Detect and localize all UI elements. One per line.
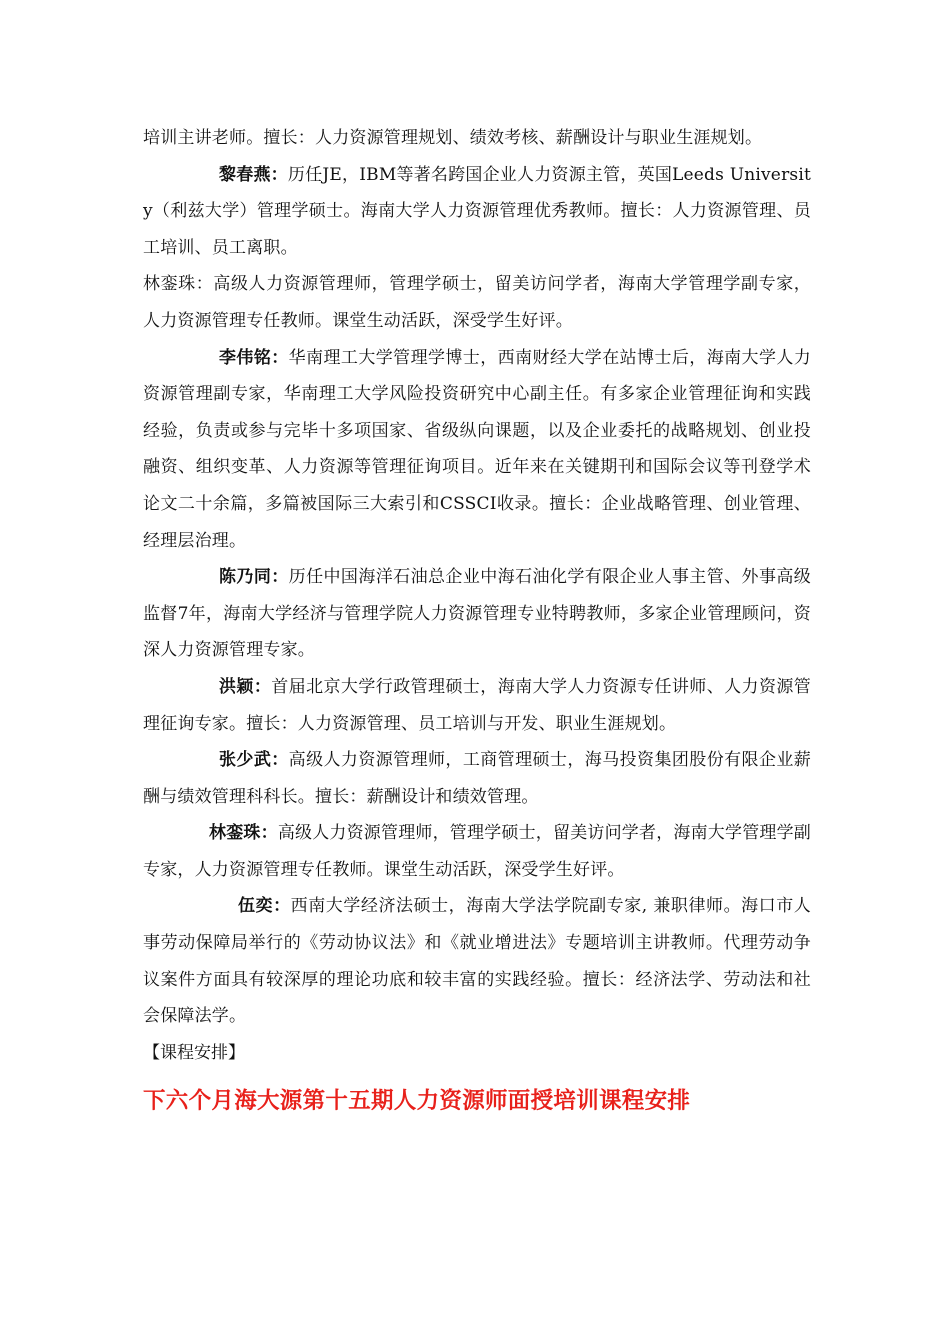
- bio-text: 高级人力资源管理师，管理学硕士，留美访问学者，海南大学管理学副专家，人力资源管理专任教师。课堂生动活跃，深受学生好评。: [143, 823, 812, 880]
- bio-paragraph: [143, 559, 811, 669]
- instructor-name: 李伟铭：: [219, 347, 289, 368]
- bio-text: 历任中国海洋石油总企业中海石油化学有限企业人事主管、外事高级监督7年，海南大学经济与管理学院人力资源管理专业特聘教师，多家企业管理顾问，资深人力资源管理专家。: [143, 567, 811, 661]
- bio-text: 高级人力资源管理师，工商管理硕士，海马投资集团股份有限企业薪酬与绩效管理科科长。擅长：薪酬设计和绩效管理。: [143, 750, 811, 807]
- bio-paragraph: [143, 815, 811, 888]
- bio-text: 林銮珠：高级人力资源管理师，管理学硕士，留美访问学者，海南大学管理学副专家，人力资源管理专任教师。课堂生动活跃，深受学生好评。: [143, 274, 811, 331]
- bio-paragraph: [143, 742, 811, 815]
- bio-paragraph: [143, 669, 811, 742]
- document-body: [143, 120, 811, 1123]
- bio-text: 首届北京大学行政管理硕士，海南大学人力资源专任讲师、人力资源管理征询专家。擅长：人力资源管理、员工培训与开发、职业生涯规划。: [143, 676, 811, 734]
- paragraph-text: 培训主讲老师。擅长：人力资源管理规划、绩效考核、薪酬设计与职业生涯规划。: [143, 128, 763, 148]
- bio-paragraph: [143, 157, 811, 267]
- bio-paragraph: [143, 340, 811, 560]
- instructor-name: 洪颖：: [219, 676, 272, 697]
- instructor-name: 伍奕：: [238, 896, 291, 917]
- bio-paragraph: [143, 266, 811, 339]
- instructor-name: 林銮珠：: [209, 823, 278, 844]
- bio-paragraph: [143, 888, 811, 1034]
- bio-text: 西南大学经济法硕士，海南大学法学院副专家, 兼职律师。海口市人事劳动保障局举行的《劳动协议法》和《就业增进法》专题培训主讲教师。代理劳动争议案件方面具有较深厚的理论功底和较丰富的实践经验。擅长：经济法学、劳动法和社会保障法学。: [143, 896, 811, 1027]
- instructor-name: 陈乃同：: [219, 567, 289, 588]
- bio-text: 历任JE，IBM等著名跨国企业人力资源主管，英国Leeds University（利兹大学）管理学硕士。海南大学人力资源管理优秀教师。擅长：人力资源管理、员工培训、员工离职。: [143, 164, 811, 258]
- section-label: 【课程安排】: [143, 1042, 245, 1063]
- instructor-name: 黎春燕：: [219, 164, 288, 185]
- course-schedule-heading: 下六个月海大源第十五期人力资源师面授培训课程安排: [143, 1088, 691, 1115]
- paragraph-continued: [143, 120, 811, 157]
- instructor-name: 张少武：: [219, 750, 289, 771]
- bio-text: 华南理工大学管理学博士，西南财经大学在站博士后，海南大学人力资源管理副专家，华南理工大学风险投资研究中心副主任。有多家企业管理征询和实践经验，负责或参与完毕十多项国家、省级纵向课题，以及企业委托的战略规划、创业投融资、组织变革、人力资源等管理征询项目。近年来在关键期刊和国际会议等刊登学术论文二十余篇，多篇被国际三大索引和CSSCI收录。擅长：企业战略管理、创业管理、经理层治理。: [143, 347, 811, 551]
